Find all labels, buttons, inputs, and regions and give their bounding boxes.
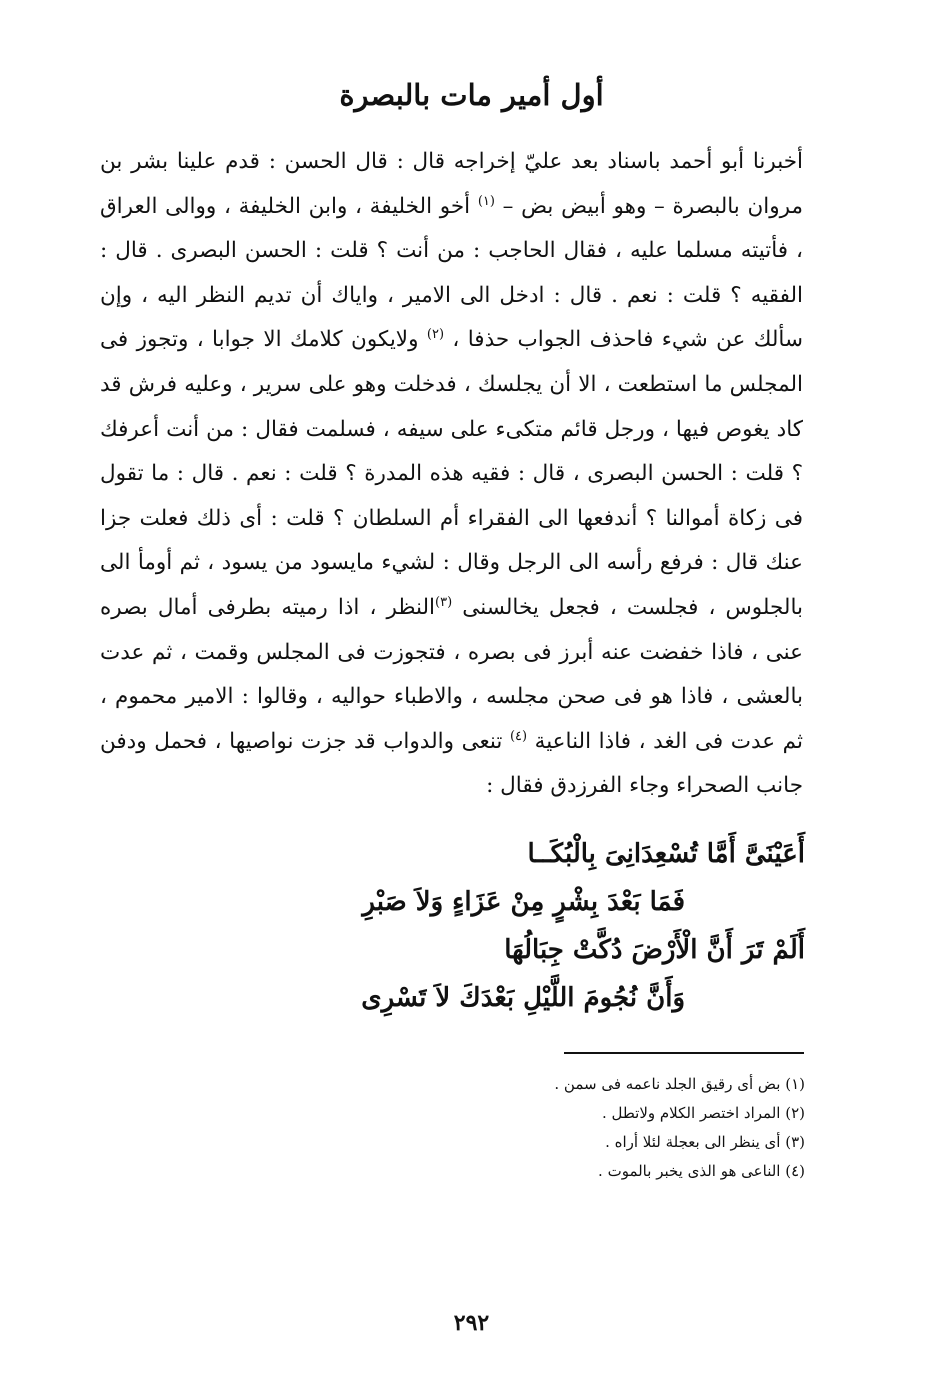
verse-line-2 <box>150 878 805 926</box>
verse-hemistich-4: وَأَنَّ نُجُومَ اللَّيْلِ بَعْدَكَ لاَ تَسْرِى <box>361 983 685 1013</box>
verse-hemistich-3: أَلَمْ تَرَ أَنَّ الْأَرْضَ دُكَّتْ جِبَالُهَا <box>504 935 805 965</box>
body-text-part-4: النظر ، اذا رميته بطرفى أمال بصره عنى ، فاذا خفضت عنه أبرز فى بصره ، فتجوزت فى المجلس وقمت ، ثم عدت بالعشى ، فاذا هو فى صحن مجلسه ، والاطباء حواليه ، وقالوا : الامير محموم ، ثم عدت فى الغد ، فاذا الناعية <box>100 594 803 754</box>
verse-hemistich-1: أَعَيْنَىَّ أَمَّا تُسْعِدَانِىَ بِالْبُكَــا <box>527 839 805 869</box>
footnote-2: (٢) المراد اختصر الكلام ولاتطل . <box>601 1104 805 1122</box>
footnote-ref-2: (٢) <box>426 327 445 343</box>
body-paragraph <box>100 140 803 809</box>
body-text-part-1: أخبرنا أبو أحمد باسناد بعد عليّ إخراجه قال : قال الحسن : قدم علينا بشر بن مروان بالبصرة – وهو أبيض بض – <box>100 149 803 219</box>
verse-line-4 <box>150 974 805 1022</box>
footnote-ref-3: (٣) <box>435 594 453 610</box>
footnote-3: (٣) أى ينظر الى بعجلة لئلا أراه . <box>605 1133 805 1151</box>
chapter-title: أول أمير مات بالبصرة <box>339 78 604 112</box>
footnote-1: (١) بض أى رقيق الجلد ناعمه فى سمن . <box>554 1075 805 1093</box>
body-text-part-2: أخو الخليفة ، وابن الخليفة ، ووالى العراق ، فأتيته مسلما عليه ، فقال الحاجب : من أنت ؟ قلت : الحسن البصرى . قال : الفقيه ؟ قلت : نعم . قال : ادخل الى الامير ، واياك أن تديم النظر اليه ، وإن سألك عن شيء فاحذف الجواب حذفا ، <box>100 193 804 353</box>
body-text-part-5: تنعى والدواب قد جزت نواصيها ، فحمل ودفن جانب الصحراء وجاء الفرزدق فقال : <box>100 728 803 799</box>
footnote-divider <box>564 1052 804 1054</box>
footnote-ref-4: (٤) <box>509 728 528 744</box>
body-text-part-3: ولايكون كلامك الا جوابا ، وتجوز فى المجلس ما استطعت ، الا أن يجلسك ، فدخلت وهو على سرير ، وعليه فرش قد كاد يغوص فيها ، ورجل قائم متكىء على سيفه ، فسلمت فقال : من أنت أعرفك ؟ قلت : الحسن البصرى ، قال : فقيه هذه المدرة ؟ قلت : نعم . قال : ما تقول فى زكاة أموالنا ؟ أندفعها الى الفقراء أم السلطان ؟ قلت : أى ذلك فعلت جزا عنك قال : فرفع رأسه الى الرجل وقال : لشيء مايسود من يسود ، ثم أومأ الى بالجلوس ، فجلست ، فجعل يخالسنى <box>100 327 803 620</box>
verse-line-3 <box>150 926 805 974</box>
verse-hemistich-2: فَمَا بَعْدَ بِشْرٍ مِنْ عَزَاءٍ وَلاَ صَبْرِ <box>362 887 685 917</box>
page-number: ٢٩٢ <box>453 1310 490 1336</box>
poem-block <box>150 830 805 1022</box>
verse-line-1 <box>150 830 805 878</box>
footnote-ref-1: (١) <box>477 193 495 209</box>
footnote-4: (٤) الناعى هو الذى يخبر بالموت . <box>598 1162 805 1180</box>
footnotes <box>400 1070 805 1186</box>
